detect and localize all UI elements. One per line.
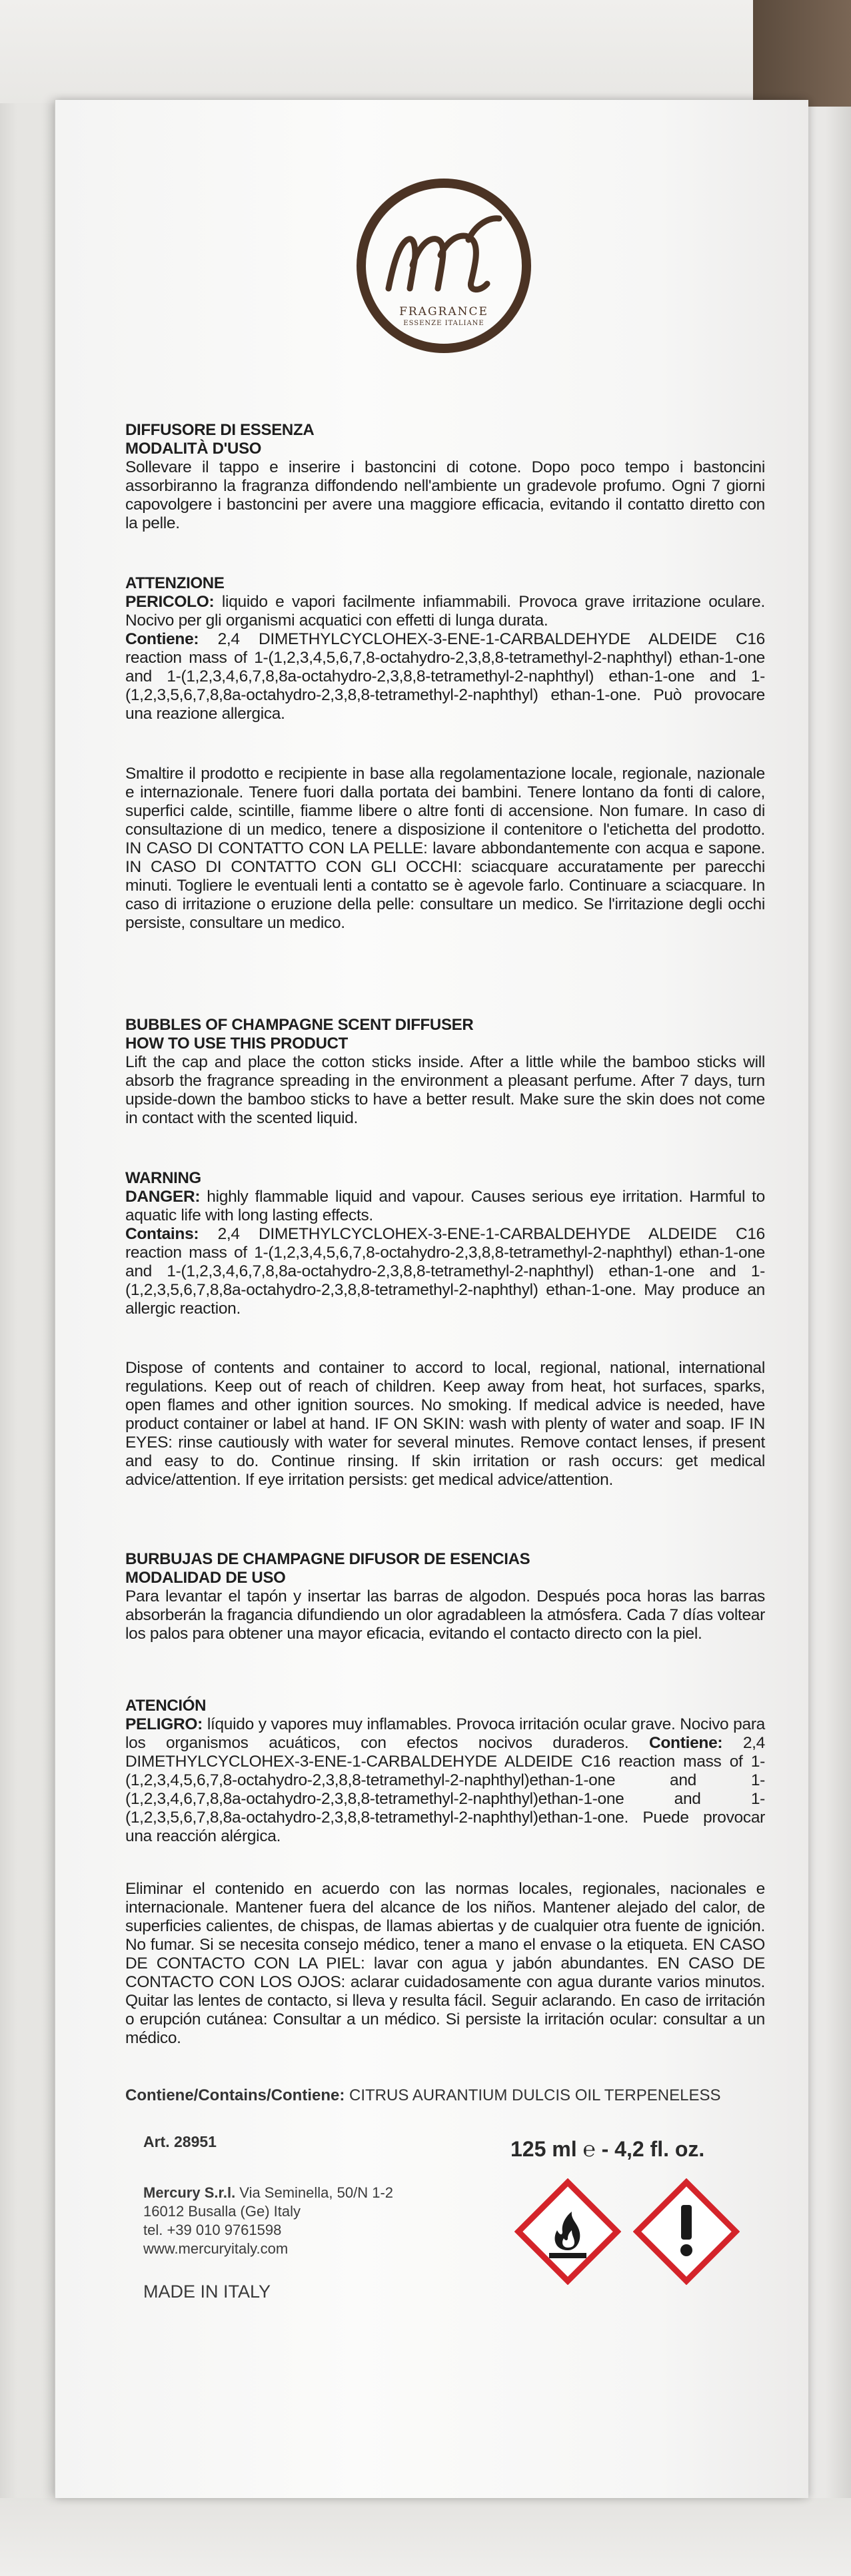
- english-warning-heading: WARNING: [125, 1169, 201, 1187]
- box-flap: [753, 0, 851, 107]
- english-contains-label: Contains:: [125, 1225, 199, 1243]
- article-number: Art. 28951: [143, 2133, 217, 2150]
- italian-usage-heading: MODALITÀ D'USO: [125, 440, 262, 458]
- english-usage-text: Lift the cap and place the cotton sticks inside. After a little while the bamboo sticks will absorb the fragrance spreading in the environment a pleasant perfume. After 7 days, turn upside-down the bamboo sticks to have a better result. Make sure the skin does not come in contact with the scented liquid.: [125, 1053, 765, 1127]
- italian-contains-text: 2,4 DIMETHYLCYCLOHEX-3-ENE-1-CARBALDEHYDE ALDEIDE C16 reaction mass of 1-(1,2,3,4,5,6,7,8-octahydro-2,3,8,8-tetramethyl-2-naphthyl) ethan-1-one and 1-(1,2,3,4,6,7,8,8a-octahydro-2,3,8,8-tetramethyl-2-naphthyl) ethan-1-one and 1-(1,2,3,5,6,7,8,8a-octahydro-2,3,8,8-tetramethyl-2-naphthyl) ethan-1-one. Può provocare una reazione allergica.: [125, 630, 765, 723]
- italian-danger: [125, 593, 765, 630]
- english-danger-label: DANGER:: [125, 1188, 201, 1206]
- italian-usage-section: [125, 421, 765, 533]
- italian-warning-section: [125, 574, 765, 723]
- english-contains: [125, 1225, 765, 1318]
- spanish-contains-text: 2,4 DIMETHYLCYCLOHEX-3-ENE-1-CARBALDEHYDE ALDEIDE C16 reaction mass of 1-(1,2,3,4,5,6,7,8-octahydro-2,3,8,8-tetramethyl-2-naphthyl)ethan-1-one and 1-(1,2,3,4,6,7,8,8a-octahydro-2,3,8,8-tetramethyl-2-naphthyl)ethan-1-one and 1-(1,2,3,5,6,7,8,8a-octahydro-2,3,8,8-tetramethyl-2-naphthyl)ethan-1-one. Puede provocar una reacción alérgica.: [125, 1734, 765, 1845]
- english-warning-section: [125, 1169, 765, 1318]
- italian-warning-heading: ATTENZIONE: [125, 574, 225, 592]
- ingredient-label: Contiene/Contains/Contiene:: [125, 2086, 345, 2104]
- made-in-label: MADE IN ITALY: [143, 2282, 271, 2302]
- italian-danger-text: liquido e vapori facilmente infiammabili. Provoca grave irritazione oculare. Nocivo per gli organismi acquatici con effetti di lunga durata.: [125, 593, 765, 630]
- company-street: Via Seminella, 50/N 1-2: [235, 2184, 394, 2201]
- background-wall: [0, 0, 851, 103]
- ingredient-value: CITRUS AURANTIUM DULCIS OIL TERPENELESS: [345, 2086, 721, 2104]
- brand-logo: [357, 179, 536, 358]
- company-phone: tel. +39 010 9761598: [143, 2222, 282, 2238]
- italian-disposal-section: [125, 765, 765, 933]
- english-danger: [125, 1188, 765, 1225]
- spanish-title: BURBUJAS DE CHAMPAGNE DIFUSOR DE ESENCIAS: [125, 1550, 530, 1568]
- spanish-danger-contains: [125, 1715, 765, 1846]
- english-danger-text: highly flammable liquid and vapour. Causes serious eye irritation. Harmful to aquatic life with long lasting effects.: [125, 1188, 765, 1224]
- logo-m-icon: [369, 199, 522, 298]
- italian-title: DIFFUSORE DI ESSENZA: [125, 421, 315, 439]
- spanish-usage-heading: MODALIDAD DE USO: [125, 1569, 286, 1587]
- company-city: 16012 Busalla (Ge) Italy: [143, 2203, 301, 2220]
- company-address: [143, 2184, 393, 2258]
- background-surface: [0, 2498, 851, 2576]
- company-name: Mercury S.r.l.: [143, 2184, 236, 2201]
- spanish-disposal-section: [125, 1880, 765, 2048]
- italian-danger-label: PERICOLO:: [125, 593, 215, 611]
- english-title: BUBBLES OF CHAMPAGNE SCENT DIFFUSER: [125, 1016, 474, 1034]
- brand-name: FRAGRANCE: [399, 305, 488, 318]
- italian-usage-text: Sollevare il tappo e inserire i bastoncini di cotone. Dopo poco tempo i bastoncini assorbiranno la fragranza diffondendo nell'ambiente un gradevole profumo. Ogni 7 giorni capovolgere i bastoncini per avere una maggiore efficacia, evitando il contatto diretto con la pelle.: [125, 458, 765, 532]
- english-contains-text: 2,4 DIMETHYLCYCLOHEX-3-ENE-1-CARBALDEHYDE ALDEIDE C16 reaction mass of 1-(1,2,3,4,5,6,7,8-octahydro-2,3,8,8-tetramethyl-2-naphthyl) ethan-1-one and 1-(1,2,3,4,6,7,8,8a-octahydro-2,3,8,8-tetramethyl-2-naphthyl) ethan-1-one and 1-(1,2,3,5,6,7,8,8a-octahydro-2,3,8,8-tetramethyl-2-naphthyl) ethan-1-one. May produce an allergic reaction.: [125, 1225, 765, 1318]
- spanish-contains-label: Contiene:: [648, 1734, 723, 1752]
- spanish-warning-heading: ATENCIÓN: [125, 1697, 207, 1715]
- flame-icon: [514, 2178, 621, 2285]
- english-disposal-section: [125, 1359, 765, 1490]
- spanish-danger-text: líquido y vapores muy inflamables. Provoca irritación ocular grave. Nocivo para los organismos acuáticos, con efectos nocivos duraderos.: [125, 1715, 765, 1752]
- ingredient-line: [125, 2086, 765, 2105]
- spanish-warning-section: [125, 1697, 765, 1846]
- spanish-disposal-text: Eliminar el contenido en acuerdo con las normas locales, regionales, nacionales e internacionale. Mantener fuera del alcance de los niños. Mantener alejado del calor, de superficies calientes, de chispas, de llamas abiertas y de cualquier otra fuente de ignición. No fumar. Si se necesita consejo médico, tener a mano el envase o la etiqueta. EN CASO DE CONTACTO CON LA PIEL: lavar con agua y jabón abundantes. EN CASO DE CONTACTO CON LOS OJOS: aclarar cuidadosamente con agua durante varios minutos. Quitar las lentes de contacto, si lleva y resulta fácil. Seguir aclarando. En caso de irritación o erupción cutánea: Consultar a un médico. Si persiste la irritación ocular: consultar a un médico.: [125, 1880, 765, 2047]
- spanish-danger-label: PELIGRO:: [125, 1715, 203, 1733]
- english-disposal-text: Dispose of contents and container to accord to local, regional, national, international regulations. Keep out of reach of children. Keep away from heat, hot surfaces, sparks, open flames and other ignition sources. No smoking. If medical advice is needed, have product container or label at hand. IF ON SKIN: wash with plenty of water and soap. IF IN EYES: rinse cautiously with water for several minutes. Remove contact lenses, if present and easy to do. Continue rinsing. If skin irritation or rash occurs: get medical advice/attention. If eye irritation persists: get medical advice/attention.: [125, 1359, 765, 1489]
- spanish-usage-section: [125, 1550, 765, 1643]
- italian-contains: [125, 630, 765, 723]
- brand-tagline: ESSENZE ITALIANE: [403, 320, 484, 327]
- italian-disposal-text: Smaltire il prodotto e recipiente in base alla regolamentazione locale, regionale, nazionale e internazionale. Tenere fuori dalla portata dei bambini. Tenere lontano da fonti di calore, superfici calde, scintille, fiamme libere o altre fonti di accensione. Non fumare. In caso di consultazione di un medico, tenere a disposizione il contenitore o l'etichetta del prodotto. IN CASO DI CONTATTO CON LA PELLE: lavare abbondantemente con acqua e sapone. IN CASO DI CONTATTO CON GLI OCCHI: sciacquare accuratamente per parecchi minuti. Togliere le eventuali lenti a contatto se è agevole farlo. Continuare a sciacquare. In caso di irritazione o eruzione della pelle: consultare un medico. Se l'irritazione degli occhi persiste, consultare un medico.: [125, 765, 765, 932]
- spanish-usage-text: Para levantar el tapón y insertar las barras de algodon. Después poca horas las barras absorberán la fragancia difundiendo un olor agradableen la atmósfera. Cada 7 días voltear los palos para obtener una mayor eficacia, evitando el contacto directo con la piel.: [125, 1587, 765, 1643]
- english-usage-section: [125, 1016, 765, 1128]
- exclamation-icon: [633, 2178, 740, 2285]
- italian-contains-label: Contiene:: [125, 630, 199, 648]
- company-line: [143, 2184, 393, 2202]
- volume-label: 125 ml ℮ - 4,2 fl. oz.: [510, 2137, 705, 2161]
- english-usage-heading: HOW TO USE THIS PRODUCT: [125, 1035, 348, 1053]
- company-website: www.mercuryitaly.com: [143, 2240, 289, 2257]
